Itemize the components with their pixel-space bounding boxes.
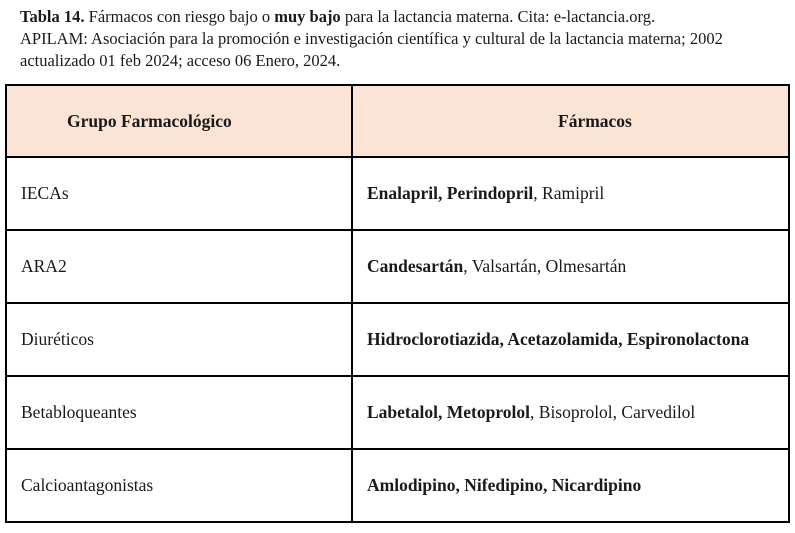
- drug-name: Valsartán: [471, 256, 537, 276]
- caption-label: Tabla 14.: [20, 7, 85, 26]
- table-body: [6, 157, 789, 522]
- drug-name: Nifedipino: [464, 475, 544, 495]
- drug-name: Bisoprolol: [538, 402, 613, 422]
- drug-name: Hidroclorotiazida: [367, 329, 500, 349]
- caption-emphasis: muy bajo: [274, 7, 341, 26]
- drug-name: Perindopril: [446, 183, 534, 203]
- drug-name: Amlodipino: [367, 475, 456, 495]
- group-cell: ARA2: [6, 230, 352, 303]
- table-row: [6, 230, 789, 303]
- drug-separator: ,: [618, 329, 627, 349]
- drug-separator: ,: [533, 183, 543, 203]
- caption-line-1: [20, 6, 785, 28]
- table-caption: [20, 6, 785, 72]
- drug-separator: ,: [463, 256, 472, 276]
- drug-separator: ,: [437, 402, 447, 422]
- table-row: [6, 376, 789, 449]
- drug-separator: ,: [438, 183, 447, 203]
- drugs-cell: [352, 376, 789, 449]
- drug-separator: ,: [612, 402, 622, 422]
- drugs-cell: [352, 303, 789, 376]
- header-group: Grupo Farmacológico: [6, 85, 352, 157]
- drug-table: [5, 84, 790, 523]
- header-drugs: Fármacos: [352, 85, 789, 157]
- table-row: [6, 157, 789, 230]
- group-cell: Betabloqueantes: [6, 376, 352, 449]
- drugs-cell: [352, 230, 789, 303]
- drugs-cell: [352, 449, 789, 522]
- drug-name: Enalapril: [367, 183, 438, 203]
- drug-name: Acetazolamida: [507, 329, 619, 349]
- caption-text-2: para la lactancia materna. Cita: e-lactancia.org.: [340, 7, 656, 26]
- caption-line-3: actualizado 01 feb 2024; acceso 06 Enero, 2024.: [20, 51, 341, 70]
- drug-separator: ,: [530, 402, 539, 422]
- drug-name: Metoprolol: [446, 402, 531, 422]
- drug-separator: ,: [536, 256, 546, 276]
- group-cell: Diuréticos: [6, 303, 352, 376]
- drug-name: Nicardipino: [551, 475, 642, 495]
- drug-name: Olmesartán: [545, 256, 627, 276]
- table-row: [6, 449, 789, 522]
- drugs-cell: [352, 157, 789, 230]
- drug-name: Labetalol: [367, 402, 438, 422]
- header-row: [6, 85, 789, 157]
- drug-name: Carvedilol: [621, 402, 696, 422]
- drug-name: Espironolactona: [626, 329, 750, 349]
- drug-separator: ,: [543, 475, 552, 495]
- table-header: [6, 85, 789, 157]
- drug-separator: ,: [455, 475, 465, 495]
- group-cell: IECAs: [6, 157, 352, 230]
- caption-line-2: APILAM: Asociación para la promoción e investigación científica y cultural de la lactancia materna; 2002: [20, 29, 723, 48]
- drug-name: Candesartán: [367, 256, 464, 276]
- drug-name: Ramipril: [542, 183, 605, 203]
- group-cell: Calcioantagonistas: [6, 449, 352, 522]
- drug-separator: ,: [499, 329, 508, 349]
- table-row: [6, 303, 789, 376]
- caption-text-1: Fármacos con riesgo bajo o: [84, 7, 275, 26]
